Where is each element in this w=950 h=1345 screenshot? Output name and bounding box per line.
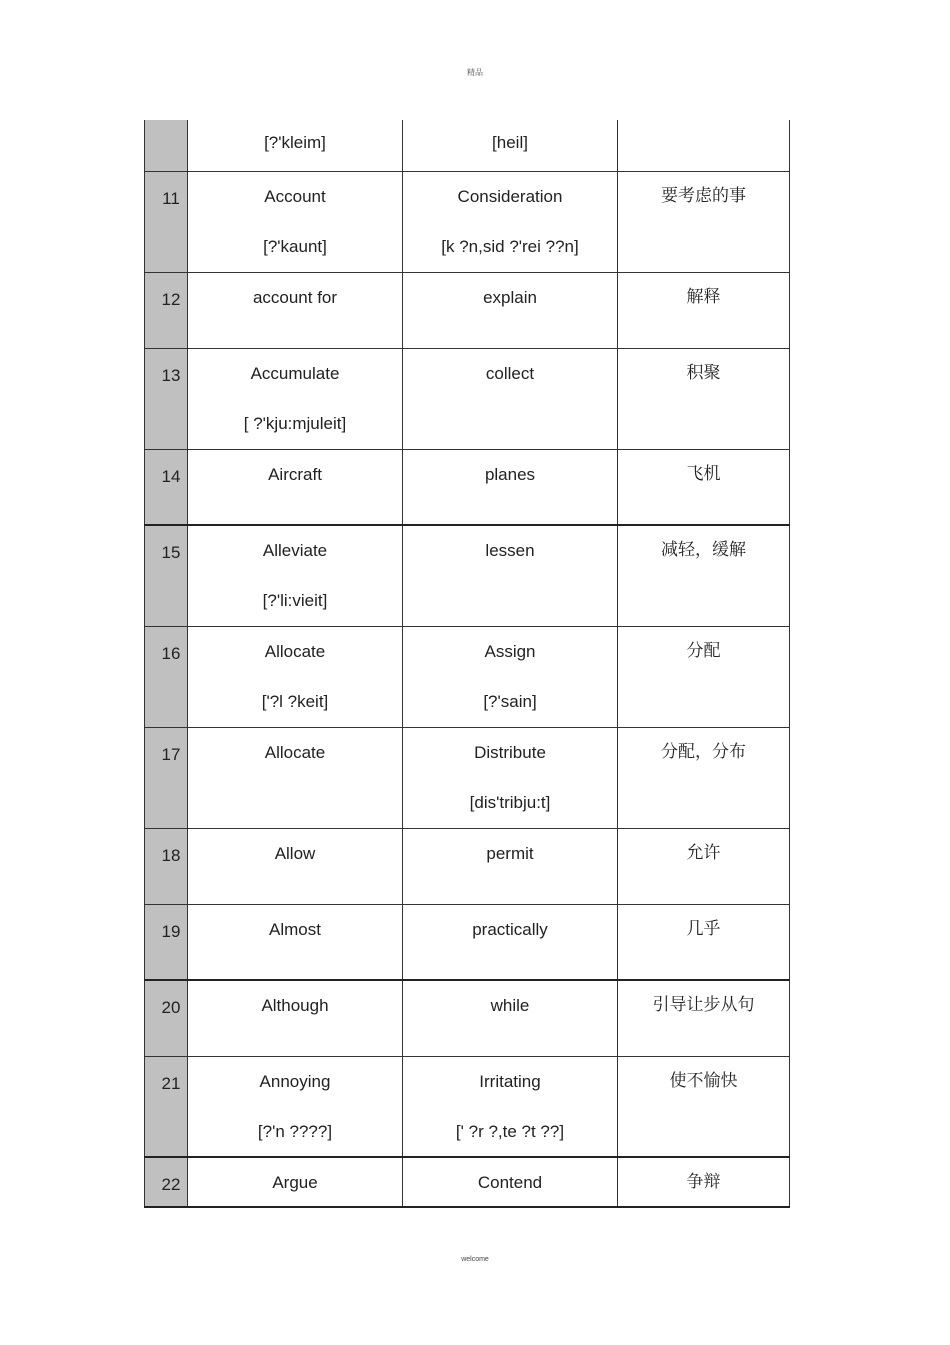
word-cell bbox=[188, 171, 403, 272]
synonym-text: explain bbox=[483, 287, 537, 307]
word-cell bbox=[188, 348, 403, 449]
word-cell bbox=[188, 449, 403, 525]
table-row bbox=[145, 904, 790, 980]
table-row bbox=[145, 1157, 790, 1207]
table-row bbox=[145, 1056, 790, 1157]
page-footer: welcome bbox=[461, 1256, 489, 1263]
synonym-cell bbox=[403, 828, 618, 904]
meaning-cell: 减轻，缓解 bbox=[618, 525, 790, 626]
word-text: Allocate bbox=[264, 641, 326, 661]
word-text: Although bbox=[261, 996, 329, 1015]
meaning-cell: 分配 bbox=[618, 626, 790, 727]
meaning-cell bbox=[618, 120, 790, 171]
synonym-cell bbox=[403, 348, 618, 449]
row-number bbox=[145, 120, 188, 171]
word-cell bbox=[188, 626, 403, 727]
word-text: Aircraft bbox=[268, 464, 322, 484]
word-text: Allow bbox=[274, 843, 316, 863]
page-header: 精品 bbox=[467, 68, 483, 77]
synonym-phonetic: [' ?r ?,te ?t ??] bbox=[455, 1121, 565, 1141]
meaning-cell: 分配，分布 bbox=[618, 727, 790, 828]
meaning-cell: 飞机 bbox=[618, 449, 790, 525]
word-text: Accumulate bbox=[250, 363, 340, 383]
synonym-cell bbox=[403, 904, 618, 980]
word-phonetic: [?'li:vieit] bbox=[262, 591, 328, 610]
synonym-cell bbox=[403, 272, 618, 348]
row-number: 19 bbox=[145, 904, 188, 980]
synonym-text: collect bbox=[485, 363, 535, 383]
synonym-cell bbox=[403, 727, 618, 828]
meaning-cell: 解释 bbox=[618, 272, 790, 348]
synonym-text: while bbox=[490, 996, 530, 1015]
word-cell bbox=[188, 980, 403, 1056]
synonym-phonetic: [?'sain] bbox=[483, 691, 537, 711]
synonym-cell bbox=[403, 449, 618, 525]
synonym-cell bbox=[403, 626, 618, 727]
table-row bbox=[145, 828, 790, 904]
synonym-phonetic: [k ?n,sid ?'rei ??n] bbox=[441, 236, 579, 256]
synonym-cell bbox=[403, 525, 618, 626]
word-cell bbox=[188, 904, 403, 980]
word-text: account for bbox=[252, 287, 338, 307]
synonym-text: planes bbox=[484, 464, 536, 484]
synonym-phonetic: [dis'tribju:t] bbox=[469, 792, 551, 812]
word-text: Allocate bbox=[264, 742, 326, 762]
row-number: 20 bbox=[145, 980, 188, 1056]
word-text: Alleviate bbox=[262, 541, 328, 560]
synonym-text: Assign bbox=[484, 641, 536, 661]
word-phonetic: ['?l ?keit] bbox=[261, 691, 329, 711]
word-cell bbox=[188, 272, 403, 348]
synonym-text: Irritating bbox=[479, 1071, 541, 1091]
synonym-cell bbox=[403, 1056, 618, 1157]
synonym-text: Contend bbox=[477, 1173, 543, 1192]
row-number: 14 bbox=[145, 449, 188, 525]
table-row bbox=[145, 626, 790, 727]
table-row bbox=[145, 525, 790, 626]
synonym-text: Distribute bbox=[474, 742, 546, 762]
row-number: 21 bbox=[145, 1056, 188, 1157]
table-row bbox=[145, 272, 790, 348]
word-phonetic: [?'kleim] bbox=[264, 133, 326, 152]
synonym-text: lessen bbox=[485, 541, 535, 560]
word-cell bbox=[188, 120, 403, 171]
table-row bbox=[145, 348, 790, 449]
row-number: 12 bbox=[145, 272, 188, 348]
synonym-cell bbox=[403, 120, 618, 171]
word-cell bbox=[188, 727, 403, 828]
table-row bbox=[145, 980, 790, 1056]
synonym-cell bbox=[403, 171, 618, 272]
meaning-cell: 引导让步从句 bbox=[618, 980, 790, 1056]
row-number: 15 bbox=[145, 525, 188, 626]
row-number: 11 bbox=[145, 171, 188, 272]
word-text: Account bbox=[264, 186, 326, 206]
word-phonetic: [ ?'kju:mjuleit] bbox=[243, 413, 347, 433]
meaning-cell: 要考虑的事 bbox=[618, 171, 790, 272]
row-number: 13 bbox=[145, 348, 188, 449]
meaning-cell: 使不愉快 bbox=[618, 1056, 790, 1157]
table-row bbox=[145, 449, 790, 525]
word-text: Annoying bbox=[259, 1071, 331, 1091]
table-row bbox=[145, 727, 790, 828]
meaning-cell: 争辩 bbox=[618, 1157, 790, 1207]
vocabulary-table bbox=[144, 120, 790, 1208]
word-phonetic: [?'kaunt] bbox=[263, 236, 327, 256]
meaning-cell: 几乎 bbox=[618, 904, 790, 980]
row-number: 17 bbox=[145, 727, 188, 828]
synonym-cell bbox=[403, 980, 618, 1056]
word-cell bbox=[188, 1056, 403, 1157]
table-row bbox=[145, 171, 790, 272]
word-text: Argue bbox=[272, 1173, 318, 1192]
meaning-cell: 允许 bbox=[618, 828, 790, 904]
word-cell bbox=[188, 828, 403, 904]
synonym-phonetic: [heil] bbox=[492, 133, 528, 152]
row-number: 18 bbox=[145, 828, 188, 904]
word-cell bbox=[188, 525, 403, 626]
word-text: Almost bbox=[269, 919, 321, 939]
synonym-text: practically bbox=[472, 919, 548, 939]
table-row bbox=[145, 120, 790, 171]
synonym-text: permit bbox=[486, 843, 534, 863]
synonym-text: Consideration bbox=[457, 186, 563, 206]
word-cell bbox=[188, 1157, 403, 1207]
word-phonetic: [?'n ????] bbox=[257, 1121, 333, 1141]
row-number: 22 bbox=[145, 1157, 188, 1207]
row-number: 16 bbox=[145, 626, 188, 727]
synonym-cell bbox=[403, 1157, 618, 1207]
meaning-cell: 积聚 bbox=[618, 348, 790, 449]
